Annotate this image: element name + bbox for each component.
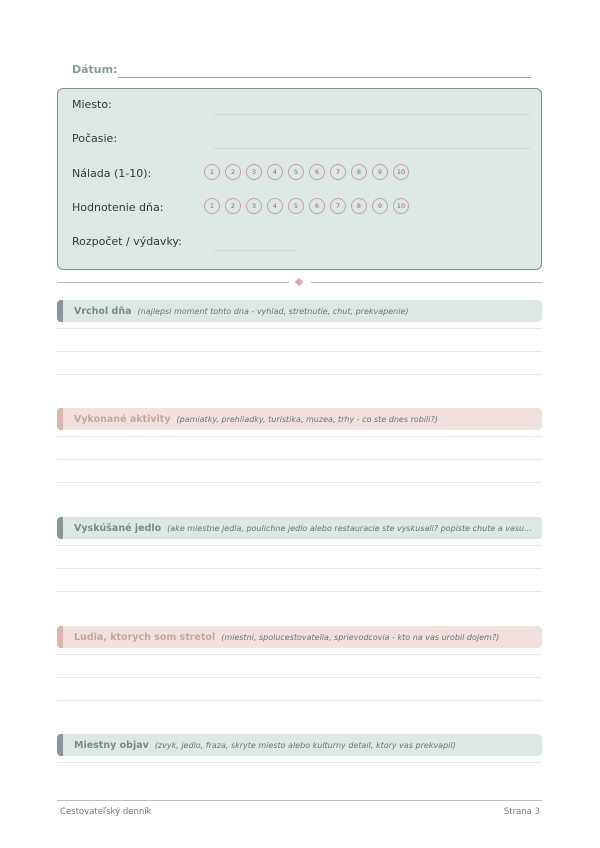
section-hint: (miestni, spolucestovatelia, sprievodcovia - kto na vas urobil dojem?) [221,632,500,642]
divider-left [57,282,289,283]
diamond-ornament [295,278,303,286]
section-header-people [57,626,542,648]
section-accent-bar [57,300,63,322]
place-input-line[interactable] [214,114,530,115]
writing-line[interactable] [57,436,542,437]
section-accent-bar [57,734,63,756]
mood-option[interactable]: 4 [267,164,283,180]
section-title: Vykonané aktivity [74,413,171,425]
writing-line[interactable] [57,591,542,592]
date-row [72,63,531,79]
mood-option[interactable]: 1 [204,164,220,180]
date-input-line[interactable] [118,77,531,78]
section-hint: (pamiatky, prehliadky, turistika, muzea, trhy - co ste dnes robili?) [176,414,438,424]
writing-line[interactable] [57,654,542,655]
rating-option[interactable]: 10 [393,198,409,214]
rating-label: Hodnotenie dňa: [72,201,164,214]
writing-line[interactable] [57,545,542,546]
mood-label: Nálada (1-10): [72,167,152,180]
section-hint: (najlepsi moment tohto dna - vyhlad, stretnutie, chut, prekvapenie) [137,306,409,316]
info-box [57,88,542,270]
mood-option[interactable]: 7 [330,164,346,180]
rating-option[interactable]: 5 [288,198,304,214]
writing-line[interactable] [57,482,542,483]
section-hint: (zvyk, jedlo, fraza, skryte miesto alebo kulturny detail, ktory vas prekvapil) [154,740,456,750]
writing-line[interactable] [57,459,542,460]
mood-option[interactable]: 9 [372,164,388,180]
section-header-activities [57,408,542,430]
rating-option[interactable]: 4 [267,198,283,214]
writing-line[interactable] [57,351,542,352]
section-header-highlight [57,300,542,322]
budget-label: Rozpočet / výdavky: [72,235,182,248]
section-title: Vyskúšané jedlo [74,522,162,534]
mood-option[interactable]: 2 [225,164,241,180]
rating-option[interactable]: 2 [225,198,241,214]
place-label: Miesto: [72,98,112,111]
footer-divider [57,800,542,801]
writing-line[interactable] [57,374,542,375]
section-accent-bar [57,626,63,648]
writing-line[interactable] [57,762,542,763]
section-header-food [57,517,542,539]
rating-option[interactable]: 3 [246,198,262,214]
date-label: Dátum: [72,63,118,76]
weather-input-line[interactable] [214,148,530,149]
mood-scale [204,164,409,180]
rating-option[interactable]: 7 [330,198,346,214]
section-header-discovery [57,734,542,756]
section-title: Miestny objav [74,739,149,751]
rating-option[interactable]: 9 [372,198,388,214]
section-title: Ludia, ktorych som stretol [74,631,216,643]
writing-line[interactable] [57,328,542,329]
budget-input-line[interactable] [214,250,296,251]
section-title: Vrchol dňa [74,305,132,317]
writing-line[interactable] [57,677,542,678]
writing-line[interactable] [57,700,542,701]
divider-right [311,282,542,283]
section-hint: (ake miestne jedla, poulichne jedlo alebo restauracie ste vyskusali? popiste chute a vasu... [167,523,532,533]
mood-option[interactable]: 5 [288,164,304,180]
mood-option[interactable]: 8 [351,164,367,180]
page-number: Strana 3 [503,807,540,817]
writing-line[interactable] [57,568,542,569]
weather-label: Počasie: [72,132,118,145]
mood-option[interactable]: 10 [393,164,409,180]
rating-scale [204,198,409,214]
mood-option[interactable]: 6 [309,164,325,180]
footer-title: Cestovateľský denník [60,807,152,817]
section-accent-bar [57,517,63,539]
rating-option[interactable]: 8 [351,198,367,214]
mood-option[interactable]: 3 [246,164,262,180]
rating-option[interactable]: 6 [309,198,325,214]
rating-option[interactable]: 1 [204,198,220,214]
section-accent-bar [57,408,63,430]
